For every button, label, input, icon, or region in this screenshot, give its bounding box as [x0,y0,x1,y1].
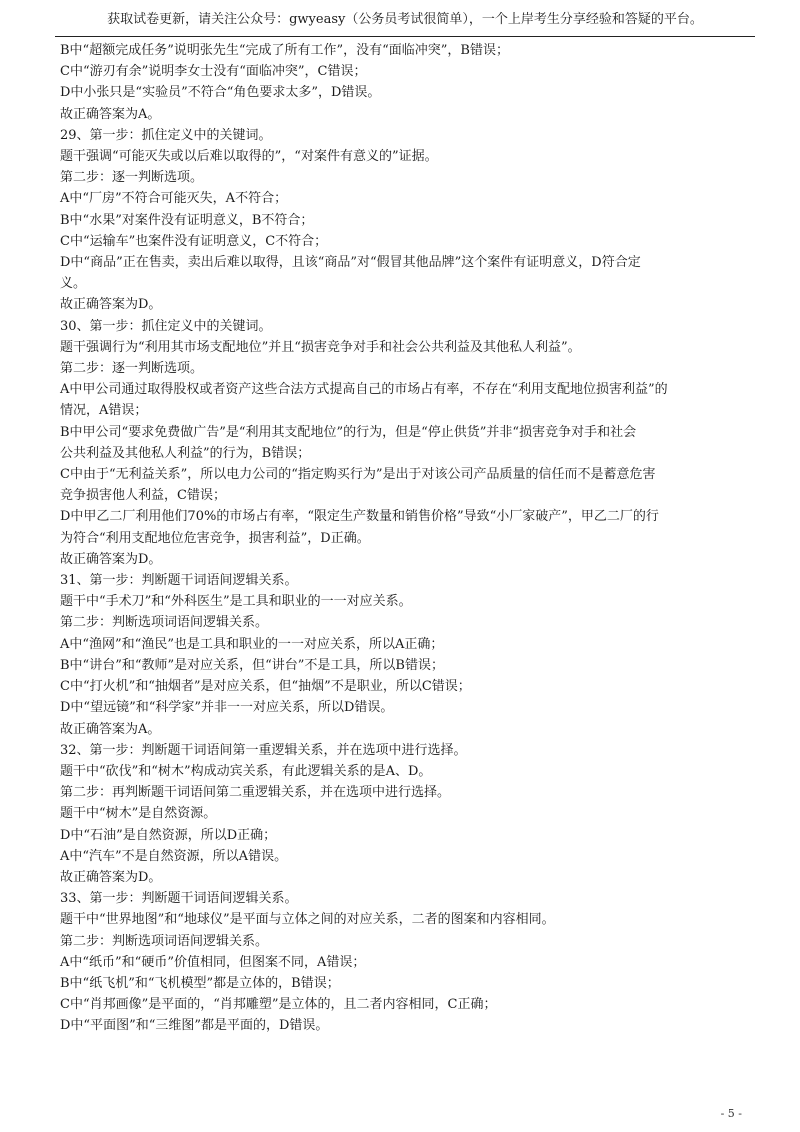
text-line: D中“望远镜”和“科学家”并非一一对应关系，所以D错误。 [60,700,394,716]
text-line: 为符合“利用支配地位危害竞争，损害利益”，D正确。 [60,530,370,546]
text-line: A中“渔网”和“渔民”也是工具和职业的一一对应关系，所以A正确； [60,636,444,652]
text-line: 题干强调行为“利用其市场支配地位”并且“损害竞争对手和社会公共利益及其他私人利益”。 [60,339,581,355]
text-line: D中“平面图”和“三维图”都是平面的，D错误。 [60,1018,329,1034]
text-line: 故正确答案为D。 [60,551,162,567]
text-line: 故正确答案为A。 [60,106,161,122]
page-number: - 5 - [720,1107,742,1120]
text-line: 题干中“手术刀”和“外科医生”是工具和职业的一一对应关系。 [60,594,412,610]
text-line: D中“商品”正在售卖，卖出后难以取得，且该“商品”对“假冒其他品牌”这个案件有证明意义，D符合定 [60,255,641,271]
text-line: 31、第一步：判断题干词语间逻辑关系。 [60,573,298,589]
text-line: 33、第一步：判断题干词语间逻辑关系。 [60,891,298,907]
text-line: C中“游刃有余”说明李女士没有“面临冲突”，C错误； [60,64,367,80]
text-line: C中“打火机”和“抽烟者”是对应关系，但“抽烟”不是职业，所以C错误； [60,679,471,695]
text-line: C中由于“无利益关系”，所以电力公司的“指定购买行为”是出于对该公司产品质量的信任而不是蓄意危害 [60,467,656,483]
text-line: 公共利益及其他私人利益”的行为，B错误； [60,445,311,461]
text-line: C中“肖邦画像”是平面的，“肖邦雕塑”是立体的，且二者内容相同，C正确； [60,997,497,1013]
text-line: A中“汽车”不是自然资源，所以A错误。 [60,848,288,864]
text-line: 30、第一步：抓住定义中的关键词。 [60,318,272,334]
text-line: 故正确答案为D。 [60,297,162,313]
text-line: 题干中“树木”是自然资源。 [60,806,217,822]
text-line: 第二步：逐一判断选项。 [60,170,204,186]
text-line: 竞争损害他人利益，C错误； [60,488,226,504]
page-header: 获取试卷更新，请关注公众号：gwyeasy（公务员考试很简单），一个上岸考生分享经验和答疑的平台。 [55,8,755,37]
text-line: D中“石油”是自然资源，所以D正确； [60,827,277,843]
text-line: 第二步：逐一判断选项。 [60,361,204,377]
text-line: 情况，A错误； [60,403,148,419]
text-line: A中“厂房”不符合可能灭失，A不符合； [60,191,288,207]
text-line: B中“纸飞机”和“飞机模型”都是立体的，B错误； [60,975,340,991]
text-line: 题干中“世界地图”和“地球仪”是平面与立体之间的对应关系，二者的图案和内容相同。 [60,912,555,928]
text-line: 第二步：再判断题干词语间第二重逻辑关系，并在选项中进行选择。 [60,785,451,801]
text-line: 第二步：判断选项词语间逻辑关系。 [60,615,269,631]
text-line: B中“讲台”和“教师”是对应关系，但“讲台”不是工具，所以B错误； [60,657,444,673]
text-line: 故正确答案为D。 [60,869,162,885]
text-line: A中“纸币”和“硬币”价值相同，但图案不同，A错误； [60,954,366,970]
text-line: 29、第一步：抓住定义中的关键词。 [60,127,272,143]
text-line: D中小张只是“实验员”不符合“角色要求太多”，D错误。 [60,85,381,101]
text-line: 第二步：判断选项词语间逻辑关系。 [60,933,269,949]
text-line: C中“运输车”也案件没有证明意义，C不符合； [60,233,328,249]
text-line: 故正确答案为A。 [60,721,161,737]
text-line: B中甲公司“要求免费做广告”是“利用其支配地位”的行为，但是“停止供货”并非“损害竞争对手和社会 [60,424,637,440]
text-line: D中甲乙二厂利用他们70%的市场占有率，“限定生产数量和销售价格”导致“小厂家破产”，甲乙二厂的行 [60,509,659,525]
text-line: 义。 [60,276,87,292]
text-line: B中“超额完成任务”说明张先生“完成了所有工作”，没有“面临冲突”，B错误； [60,43,509,58]
text-line: A中甲公司通过取得股权或者资产这些合法方式提高自己的市场占有率，不存在“利用支配地位损害利益”的 [60,382,668,398]
text-line: 题干中“砍伐”和“树木”构成动宾关系，有此逻辑关系的是A、D。 [60,763,432,779]
text-line: 32、第一步：判断题干词语间第一重逻辑关系，并在选项中进行选择。 [60,742,467,758]
text-line: 题干强调“可能灭失或以后难以取得的”，“对案件有意义的”证据。 [60,149,438,165]
text-line: B中“水果”对案件没有证明意义，B不符合； [60,212,314,228]
answer-explanations [60,40,752,1037]
